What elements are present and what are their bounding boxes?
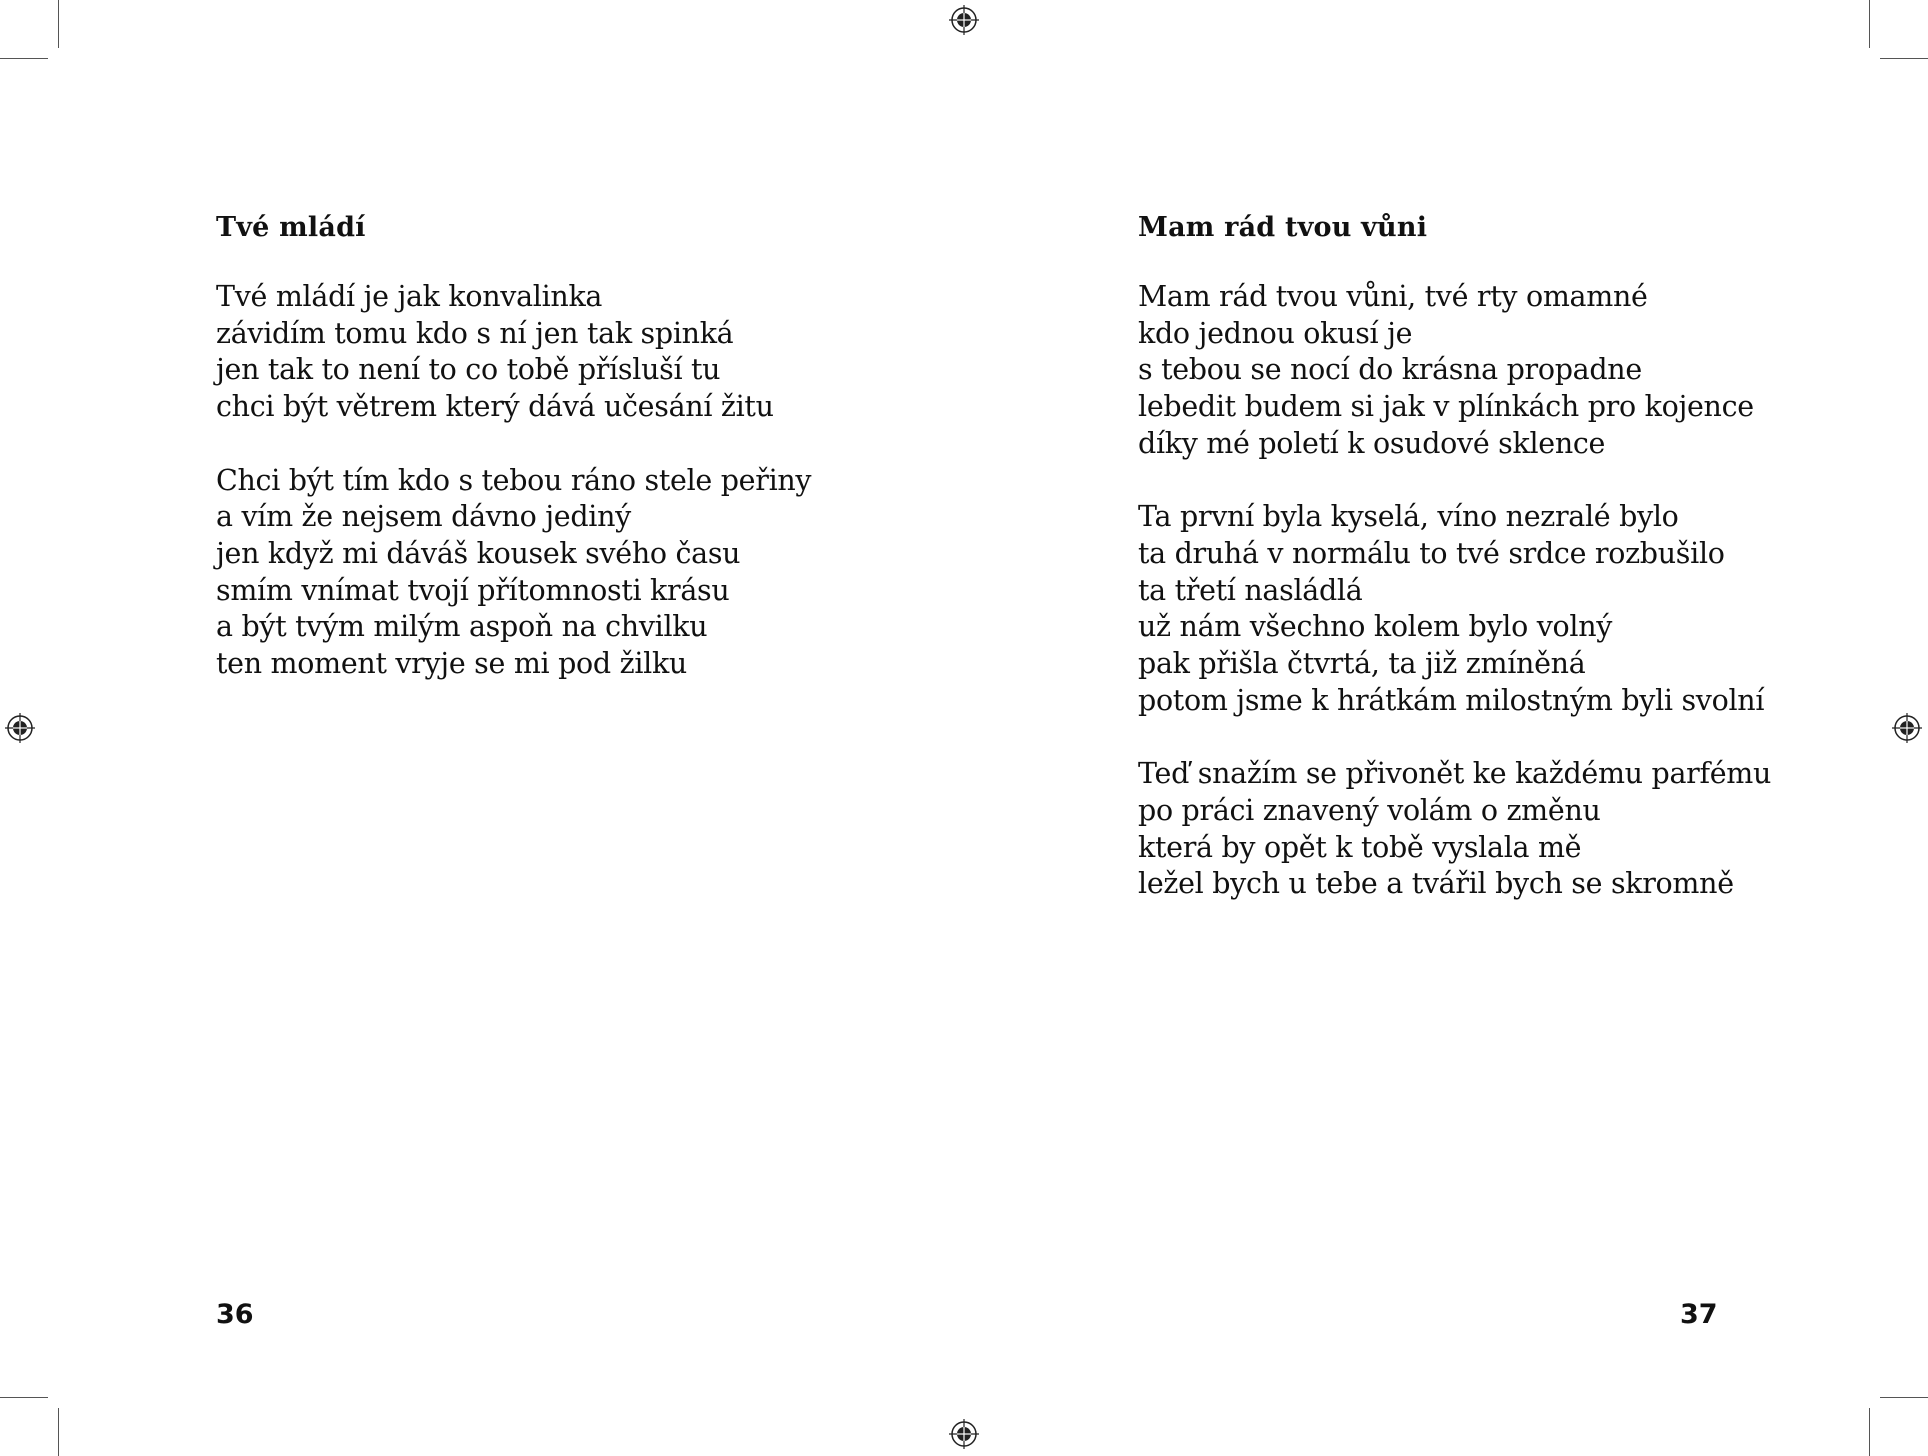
crop-mark — [58, 0, 59, 48]
verse-line: díky mé poletí k osudové sklence — [1138, 426, 1606, 460]
verse-line: ta druhá v normálu to tvé srdce rozbušilo — [1138, 536, 1725, 570]
verse-line: ta třetí nasládlá — [1138, 573, 1363, 607]
crop-mark — [58, 1408, 59, 1456]
crop-mark — [1880, 58, 1928, 59]
verse-line: smím vnímat tvojí přítomnosti krásu — [216, 573, 730, 607]
verse-line: lebedit budem si jak v plínkách pro kojence — [1138, 390, 1754, 424]
page-number-right: 37 — [1680, 1299, 1718, 1330]
verse-line: Tvé mládí je jak konvalinka — [216, 280, 603, 313]
right-page — [964, 0, 1928, 1456]
registration-mark-icon — [5, 713, 35, 743]
registration-mark-icon — [949, 1419, 979, 1449]
verse-line: Teď snažím se přivonět ke každému parfému — [1138, 757, 1772, 791]
verse-line: a být tvým milým aspoň na chvilku — [216, 610, 708, 644]
verse-line: pak přišla čtvrtá, ta již zmíněná — [1138, 647, 1586, 681]
verse-line: kdo jednou okusí je — [1138, 316, 1413, 350]
poem-right — [1138, 206, 1771, 940]
crop-mark — [1869, 1408, 1870, 1456]
stanza — [216, 463, 811, 683]
verse-line: potom jsme k hrátkám milostným byli svolní — [1138, 683, 1765, 717]
verse-line: jen tak to není to co tobě přísluší tu — [216, 353, 721, 387]
verse-line: jen když mi dáváš kousek svého času — [216, 536, 741, 570]
poem-left — [216, 206, 811, 719]
poem-title: Tvé mládí — [216, 212, 366, 243]
page-number-left: 36 — [216, 1299, 254, 1330]
verse-line: závidím tomu kdo s ní jen tak spinká — [216, 316, 734, 350]
registration-mark-icon — [1892, 713, 1922, 743]
stanza — [216, 279, 811, 426]
stanza — [1138, 279, 1771, 463]
registration-mark-icon — [949, 5, 979, 35]
verse-line: po práci znavený volám o změnu — [1138, 793, 1601, 827]
verse-line: Ta první byla kyselá, víno nezralé bylo — [1138, 500, 1679, 534]
verse-line: už nám všechno kolem bylo volný — [1138, 610, 1613, 644]
verse-line: ležel bych u tebe a tvářil bych se skromně — [1138, 867, 1734, 901]
crop-mark — [0, 58, 48, 59]
verse-line: ten moment vryje se mi pod žilku — [216, 647, 687, 681]
verse-line: chci být větrem který dává učesání žitu — [216, 390, 774, 424]
crop-mark — [1880, 1397, 1928, 1398]
stanza — [1138, 756, 1771, 903]
verse-line: Mam rád tvou vůni, tvé rty omamné — [1138, 280, 1648, 313]
verse-line: Chci být tím kdo s tebou ráno stele peřiny — [216, 463, 812, 497]
verse-line: s tebou se nocí do krásna propadne — [1138, 353, 1642, 387]
stanzas — [216, 279, 811, 683]
stanzas — [1138, 279, 1771, 903]
verse-line: a vím že nejsem dávno jediný — [216, 500, 631, 534]
verse-line: která by opět k tobě vyslala mě — [1138, 830, 1582, 864]
crop-mark — [1869, 0, 1870, 48]
stanza — [1138, 499, 1771, 719]
poem-title: Mam rád tvou vůni — [1138, 212, 1428, 243]
crop-mark — [0, 1397, 48, 1398]
